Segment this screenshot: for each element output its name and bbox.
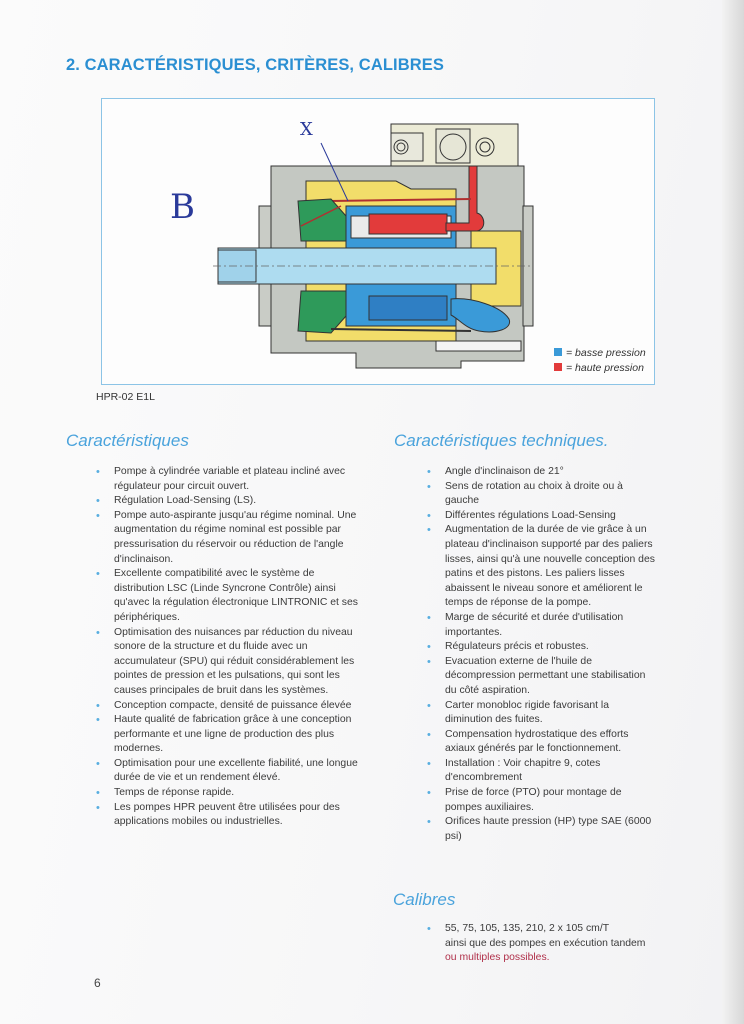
heading-calibres: Calibres — [393, 890, 456, 909]
bullet-icon: • — [96, 495, 100, 508]
bullet-icon: • — [427, 787, 431, 800]
list-item: • Haute qualité de fabrication grâce à une conception performante et une ligne de production des plus modernes. — [96, 714, 352, 755]
list-item: • Prise de force (PTO) pour montage de pompes auxiliaires. — [427, 787, 622, 813]
list-item: • Marge de sécurité et durée d'utilisation importantes. — [427, 611, 624, 638]
techniques-list — [427, 465, 659, 844]
bullet-icon: • — [96, 509, 100, 522]
page-title: 2. CARACTÉRISTIQUES, CRITÈRES, CALIBRES — [66, 56, 444, 74]
bullet-icon: • — [427, 728, 431, 741]
legend-low-pressure: = basse pression — [554, 347, 646, 359]
list-item: • Optimisation des nuisances par réduction du niveau sonore de la structure et du fluide avec un accumulateur (SPU) qui réduit considérablement les pointes de pression et les pulsations, qui sont les causes principales de bruit dans les systèmes. — [96, 626, 355, 696]
list-item: • Angle d'inclinaison de 21° — [427, 466, 564, 478]
bullet-icon: • — [427, 655, 431, 668]
bullet-icon: • — [96, 466, 100, 478]
list-item: • Régulation Load-Sensing (LS). — [96, 495, 257, 508]
bullet-icon: • — [96, 699, 100, 712]
bullet-icon: • — [96, 801, 100, 814]
list-item: • Compensation hydrostatique des efforts axiaux générés par le fonctionnement. — [427, 728, 629, 755]
list-item: • Pompe à cylindrée variable et plateau incliné avec régulateur pour circuit ouvert. — [96, 466, 346, 492]
list-item: • Sens de rotation au choix à droite ou à gauche — [427, 480, 623, 507]
bullet-icon: • — [427, 509, 431, 522]
bullet-icon: • — [96, 626, 100, 639]
bullet-icon: • — [427, 816, 431, 829]
bullet-icon: • — [427, 641, 431, 654]
list-item: • Conception compacte, densité de puissance élevée — [96, 699, 352, 712]
bullet-icon: • — [427, 611, 431, 624]
legend-swatch-red — [554, 363, 562, 371]
legend-high-pressure: = haute pression — [554, 362, 644, 374]
page-number: 6 — [94, 976, 101, 990]
high-pressure-piston — [369, 214, 447, 234]
bullet-icon: • — [427, 699, 431, 712]
list-item: • Evacuation externe de l'huile de décompression permettant une stabilisation du côté aspiration. — [427, 655, 646, 696]
list-item: • Différentes régulations Load-Sensing — [427, 509, 616, 522]
list-item: • Temps de réponse rapide. — [96, 787, 235, 800]
bullet-icon: • — [427, 466, 431, 478]
pump-cross-section-figure — [101, 98, 655, 385]
list-item: • Pompe auto-aspirante jusqu'au régime nominal. Une augmentation du régime nominal est possible par pressurisation du réservoir ou réduction de l'angle d'inclinaison. — [96, 509, 357, 565]
bullet-icon: • — [96, 568, 100, 581]
list-item: • Augmentation de la durée de vie grâce à un plateau d'inclinaison supporté par des paliers lisses, ainsi qu'à une nouvelle conception des patins et des pistons. Les paliers lisses abaissent le niveau sonore et améliorent le temps de réponse de la pompe. — [427, 524, 655, 609]
bullet-icon: • — [427, 757, 431, 770]
pump-diagram — [102, 99, 654, 384]
list-item: • Excellente compatibilité avec le système de distribution LSC (Linde Syncrone Contrôle) ainsi qu'avec la régulation électronique LINTRONIC et ses périphériques. — [96, 568, 358, 623]
caracteristiques-list — [96, 465, 366, 830]
list-item: • Les pompes HPR peuvent être utilisées pour des applications mobiles ou industrielles. — [96, 801, 340, 828]
bullet-icon: • — [96, 714, 100, 727]
page-edge — [722, 0, 744, 1024]
bullet-icon: • — [427, 923, 431, 935]
bullet-icon: • — [96, 787, 100, 800]
bullet-icon: • — [427, 524, 431, 537]
bullet-icon: • — [427, 480, 431, 493]
figure-caption: HPR-02 E1L — [96, 391, 155, 403]
heading-caracteristiques: Caractéristiques — [66, 431, 189, 450]
calibres-list — [427, 922, 667, 966]
bullet-icon: • — [96, 757, 100, 770]
list-item: • Régulateurs précis et robustes. — [427, 641, 589, 654]
handwritten-letter-x: X — [300, 119, 313, 140]
list-item: • Installation : Voir chapitre 9, cotes d'encombrement — [427, 757, 601, 784]
list-item: • Optimisation pour une excellente fiabilité, une longue durée de vie et un rendement élevé. — [96, 757, 358, 784]
heading-caracteristiques-techniques: Caractéristiques techniques. — [394, 431, 609, 450]
list-item: • Orifices haute pression (HP) type SAE (6000 psi) — [427, 816, 652, 842]
list-item: • 55, 75, 105, 135, 210, 2 x 105 cm/T ainsi que des pompes en exécution tandem ou multiples possibles. — [427, 923, 646, 964]
handwritten-letter-b: B — [170, 187, 195, 227]
list-item: • Carter monobloc rigide favorisant la diminution des fuites. — [427, 699, 610, 726]
legend-swatch-blue — [554, 348, 562, 356]
